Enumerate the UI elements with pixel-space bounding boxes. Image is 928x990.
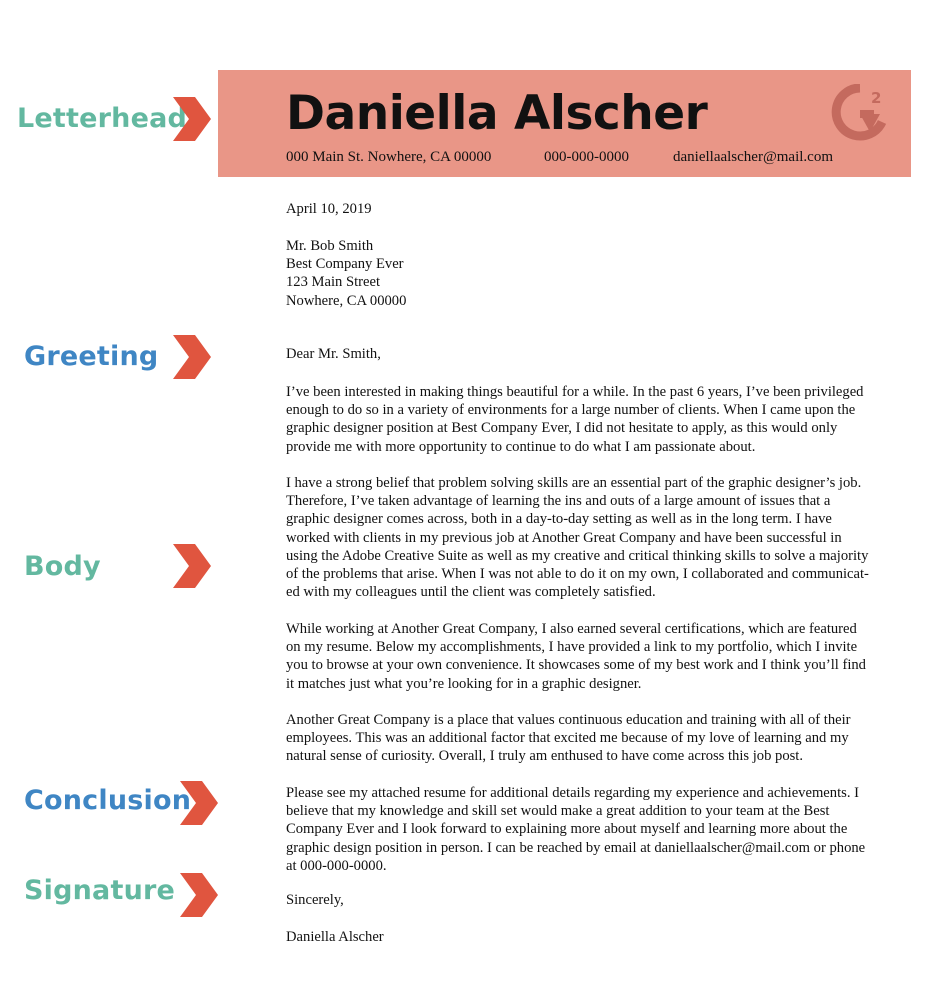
paragraph-line: I’ve been interested in making things beautiful for a while. In the past 6 years, I’ve been privileged — [286, 384, 864, 400]
paragraph-line: Another Great Company is a place that values continuous education and training with all of their — [286, 712, 851, 728]
paragraph — [286, 620, 901, 693]
paragraph-line: of the problems that arise. When I was not able to do it on my own, I collaborated and communicat- — [286, 566, 869, 583]
recipient-company: Best Company Ever — [286, 256, 404, 273]
paragraph-line: enough to do so in a variety of environments for a large number of clients. When I came upon the — [286, 402, 856, 419]
paragraph-line: Therefore, I’ve taken advantage of learning the ins and outs of a large amount of issues that a — [286, 493, 831, 510]
paragraph — [286, 383, 901, 456]
recipient-block — [286, 237, 406, 310]
paragraph-line: it matches just what you’re looking for in a graphic designer. — [286, 675, 642, 692]
chevron-right-icon — [173, 544, 211, 588]
paragraph-line: using the Adobe Creative Suite as well as my creative and critical thinking skills to solve a majority — [286, 547, 869, 564]
signature-name: Daniella Alscher — [286, 929, 384, 945]
paragraph-line: graphic designer position at Best Company Ever, I did not hesitate to apply, as this would only — [286, 420, 838, 437]
paragraph-line: ed with my colleagues until the client was completely satisfied. — [286, 584, 656, 601]
letterhead-label: Letterhead — [17, 103, 188, 134]
conclusion-label: Conclusion — [24, 785, 192, 816]
paragraph-line: at 000-000-0000. — [286, 857, 387, 874]
paragraph-line: I have a strong belief that problem solving skills are an essential part of the graphic designer’s job. — [286, 475, 862, 491]
salutation: Dear Mr. Smith, — [286, 346, 381, 362]
paragraph-line: employees. This was an additional factor that excited me because of my love of learning and my — [286, 730, 849, 747]
paragraph — [286, 711, 901, 766]
paragraph-line: provide me with more opportunity to continue to do what I am passionate about. — [286, 438, 756, 455]
chevron-right-icon — [180, 781, 218, 825]
paragraph-line: graphic design position in person. I can be reached by email at daniellaalscher@mail.com or phone — [286, 839, 866, 856]
paragraph-line: graphic designer comes across, both in a day-to-day setting as well as in the long term. I have — [286, 511, 832, 528]
paragraph-line: you to browse at your own convenience. It showcases some of my best work and I think you’ll find — [286, 657, 866, 674]
paragraph-line: on my resume. Below my accomplishments, I have provided a link to my portfolio, which I invite — [286, 639, 858, 656]
chevron-right-icon — [180, 873, 218, 917]
letter-date: April 10, 2019 — [286, 201, 372, 217]
signature-label: Signature — [24, 875, 176, 906]
recipient-city: Nowhere, CA 00000 — [286, 292, 407, 309]
logo-superscript: 2 — [871, 89, 882, 107]
recipient-name: Mr. Bob Smith — [286, 238, 374, 254]
sender-name: Daniella Alscher — [286, 86, 708, 141]
paragraph-line: worked with clients in my previous job at Another Great Company and have been successful in — [286, 529, 842, 546]
g2-logo-icon — [830, 84, 890, 144]
paragraph-line: Please see my attached resume for additional details regarding my experience and achievements. I — [286, 785, 859, 801]
chevron-right-icon — [173, 97, 211, 141]
body-label: Body — [24, 551, 101, 582]
paragraph-line: natural sense of curiosity. Overall, I truly am enthused to have come across this job post. — [286, 748, 804, 765]
recipient-street: 123 Main Street — [286, 274, 381, 291]
paragraph — [286, 474, 901, 601]
sender-email: daniellaalscher@mail.com — [673, 149, 833, 165]
greeting-label: Greeting — [24, 341, 159, 372]
paragraph — [286, 784, 901, 875]
chevron-right-icon — [173, 335, 211, 379]
letterhead — [218, 70, 911, 177]
closing: Sincerely, — [286, 892, 344, 908]
sender-address: 000 Main St. Nowhere, CA 00000 — [286, 149, 492, 165]
paragraph-line: believe that my knowledge and skill set would make a great addition to your team at the Best — [286, 803, 830, 820]
paragraph-line: Company Ever and I look forward to explaining more about myself and learning more about the — [286, 821, 848, 838]
paragraph-line: While working at Another Great Company, I also earned several certifications, which are featured — [286, 621, 857, 637]
sender-phone: 000-000-0000 — [544, 149, 629, 165]
